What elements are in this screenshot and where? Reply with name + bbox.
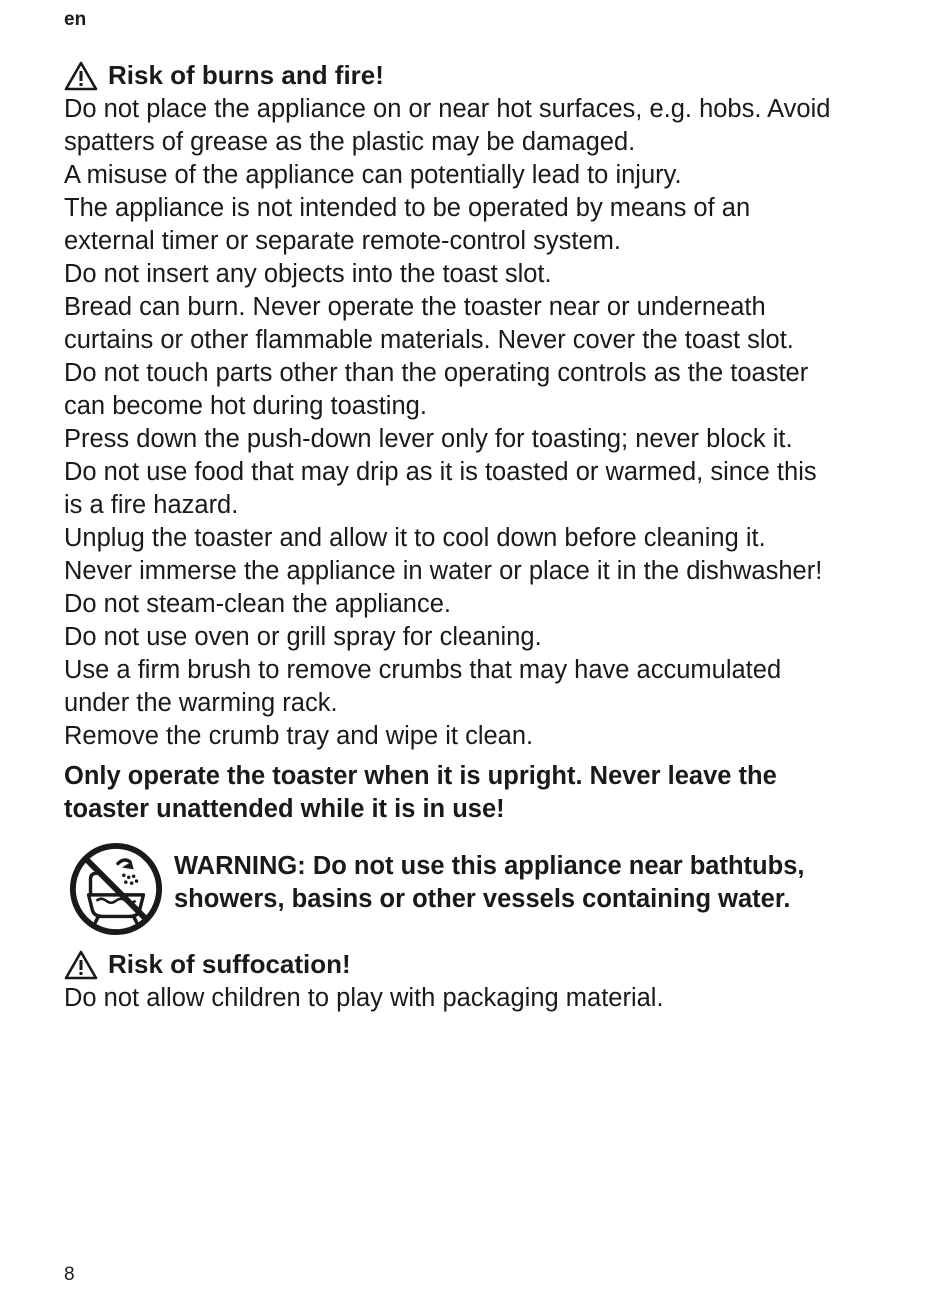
section-heading bbox=[64, 947, 894, 982]
upright-note bbox=[64, 760, 894, 826]
section-burns-fire bbox=[64, 58, 894, 939]
body-line: A misuse of the appliance can potentially lead to injury. bbox=[64, 161, 682, 189]
body-line: Bread can burn. Never operate the toaster near or underneath bbox=[64, 293, 766, 321]
section-suffocation bbox=[64, 947, 894, 1015]
section-heading-text: Risk of burns and fire! bbox=[108, 60, 384, 90]
language-code: en bbox=[64, 9, 87, 30]
body-line: Do not use food that may drip as it is toasted or warmed, since this bbox=[64, 458, 817, 486]
body-line: Do not touch parts other than the operating controls as the toaster bbox=[64, 359, 809, 387]
body-line: Do not place the appliance on or near hot surfaces, e.g. hobs. Avoid bbox=[64, 95, 831, 123]
bold-note-line: Only operate the toaster when it is upright. Never leave the bbox=[64, 762, 777, 790]
section-body bbox=[64, 982, 894, 1015]
body-line: Do not steam-clean the appliance. bbox=[64, 590, 451, 618]
body-line: external timer or separate remote-control system. bbox=[64, 227, 621, 255]
warning-triangle-icon bbox=[64, 950, 98, 980]
body-line: Never immerse the appliance in water or place it in the dishwasher! bbox=[64, 557, 823, 585]
body-line: under the warming rack. bbox=[64, 689, 338, 717]
body-line: Remove the crumb tray and wipe it clean. bbox=[64, 722, 534, 750]
body-line: is a fire hazard. bbox=[64, 491, 239, 519]
body-line: Use a firm brush to remove crumbs that may have accumulated bbox=[64, 656, 782, 684]
body-line: curtains or other flammable materials. Never cover the toast slot. bbox=[64, 326, 794, 354]
bold-note-line: toaster unattended while it is in use! bbox=[64, 795, 505, 823]
body-line: Unplug the toaster and allow it to cool down before cleaning it. bbox=[64, 524, 766, 552]
body-line: can become hot during toasting. bbox=[64, 392, 427, 420]
body-line: Do not insert any objects into the toast slot. bbox=[64, 260, 552, 288]
page-number: 8 bbox=[64, 1264, 75, 1285]
section-heading-text: Risk of suffocation! bbox=[108, 949, 351, 979]
water-warning bbox=[64, 839, 894, 939]
safety-instructions bbox=[64, 58, 894, 1015]
warning-triangle-icon bbox=[64, 61, 98, 91]
water-warning-text bbox=[174, 850, 804, 916]
body-line: Do not allow children to play with packaging material. bbox=[64, 984, 664, 1012]
body-line: spatters of grease as the plastic may be damaged. bbox=[64, 128, 636, 156]
section-body bbox=[64, 93, 894, 753]
body-line: The appliance is not intended to be operated by means of an bbox=[64, 194, 751, 222]
section-heading bbox=[64, 58, 894, 93]
warning-line: WARNING: Do not use this appliance near bathtubs, bbox=[174, 852, 805, 880]
body-line: Do not use oven or grill spray for cleaning. bbox=[64, 623, 542, 651]
no-bathtub-icon bbox=[67, 840, 165, 938]
warning-line: showers, basins or other vessels containing water. bbox=[174, 885, 791, 913]
body-line: Press down the push-down lever only for toasting; never block it. bbox=[64, 425, 793, 453]
